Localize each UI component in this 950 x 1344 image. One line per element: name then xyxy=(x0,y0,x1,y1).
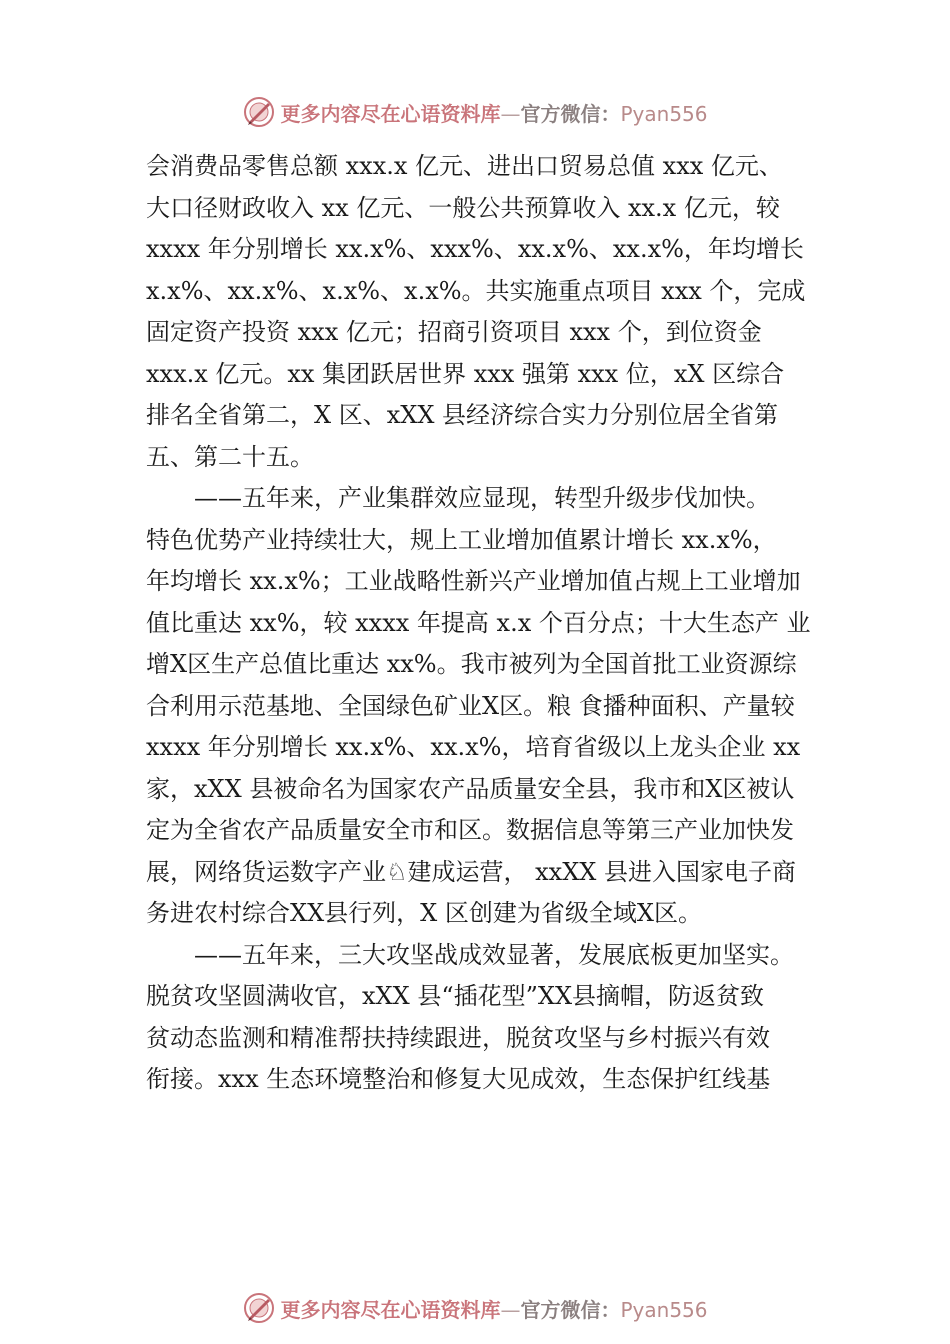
watermark-text xyxy=(280,1294,707,1323)
text-line: x.x%、xx.x%、x.x%、x.x%。共实施重点项目 xxx 个，完成 xyxy=(146,276,806,305)
pen-seal-logo-icon xyxy=(242,1291,276,1325)
header-watermark xyxy=(0,92,950,132)
watermark-brand: 更多内容尽在心语资料库 xyxy=(280,1297,501,1322)
text-line: 固定资产投资 xxx 亿元；招商引资项目 xxx 个，到位资金 xyxy=(146,318,762,346)
watermark-separator: — xyxy=(500,1297,521,1322)
text-line: 排名全省第二，X 区、xXX 县经济综合实力分别位居全省第 xyxy=(146,401,779,429)
text-line: 年均增长 xx.x%；工业战略性新兴产业增加值占规上工业增加 xyxy=(146,567,801,595)
text-line: 合利用示范基地、全国绿色矿业Ⅹ区。粮 食播种面积、产量较 xyxy=(146,691,795,720)
watermark-wechat-label: 官方微信： xyxy=(520,1297,621,1322)
text-line: 家，xXX 县被命名为国家农产品质量安全县，我市和Ⅹ区被认 xyxy=(146,774,795,803)
text-line: xxx.x 亿元。xx 集团跃居世界 xxx 强第 xxx 位，xX 区综合 xyxy=(146,359,785,388)
text-line: 脱贫攻坚圆满收官，xXX 县“插花型”ⅩⅩ县摘帽，防返贫致 xyxy=(146,982,765,1010)
paragraph-start-line: ——五年来，产业集群效应显现，转型升级步伐加快。 xyxy=(194,484,770,512)
text-line: 定为全省农产品质量安全市和区。数据信息等第三产业加快发 xyxy=(146,816,794,844)
text-line: xxxx 年分别增长 xx.x%、xxx%、xx.x%、xx.x%，年均增长 xyxy=(146,235,804,263)
watermark-brand: 更多内容尽在心语资料库 xyxy=(280,101,501,126)
paragraph-start-line: ——五年来，三大攻坚战成效显著，发展底板更加坚实。 xyxy=(194,940,794,969)
text-line: 衔接。xxx 生态环境整治和修复大见成效，生态保护红线基 xyxy=(146,1065,771,1093)
watermark-wechat-label: 官方微信： xyxy=(520,101,621,126)
watermark-separator: — xyxy=(500,101,521,126)
text-line: 大口径财政收入 xx 亿元、一般公共预算收入 xx.x 亿元，较 xyxy=(146,193,780,222)
text-line: 增Ⅹ区生产总值比重达 xx%。我市被列为全国首批工业资源综 xyxy=(146,650,797,678)
text-line: 务进农村综合ⅩⅩ县行列，X 区创建为省级全域Ⅹ区。 xyxy=(146,899,702,927)
text-line: 特色优势产业持续壮大，规上工业增加值累计增长 xx.x%， xyxy=(146,525,777,554)
text-line: 展，网络货运数字产业♘建成运营， xxXX 县进入国家电子商 xyxy=(146,857,797,886)
watermark-wechat-id: Pyan556 xyxy=(620,1297,708,1322)
watermark-text xyxy=(280,98,707,127)
text-line: 贫动态监测和精准帮扶持续跟进，脱贫攻坚与乡村振兴有效 xyxy=(146,1023,770,1052)
watermark-wechat-id: Pyan556 xyxy=(620,101,708,126)
footer-watermark xyxy=(0,1288,950,1328)
text-line: xxxx 年分别增长 xx.x%、xx.x%，培育省级以上龙头企业 xx xyxy=(146,733,801,761)
pen-seal-logo-icon xyxy=(242,95,276,129)
text-line: 会消费品零售总额 xxx.x 亿元、进出口贸易总值 xxx 亿元、 xyxy=(146,152,783,180)
text-line: 值比重达 xx%，较 xxxx 年提高 x.x 个百分点；十大生态产 业 xyxy=(146,608,811,637)
document-body xyxy=(146,146,846,1101)
text-line: 五、第二十五。 xyxy=(146,442,314,471)
